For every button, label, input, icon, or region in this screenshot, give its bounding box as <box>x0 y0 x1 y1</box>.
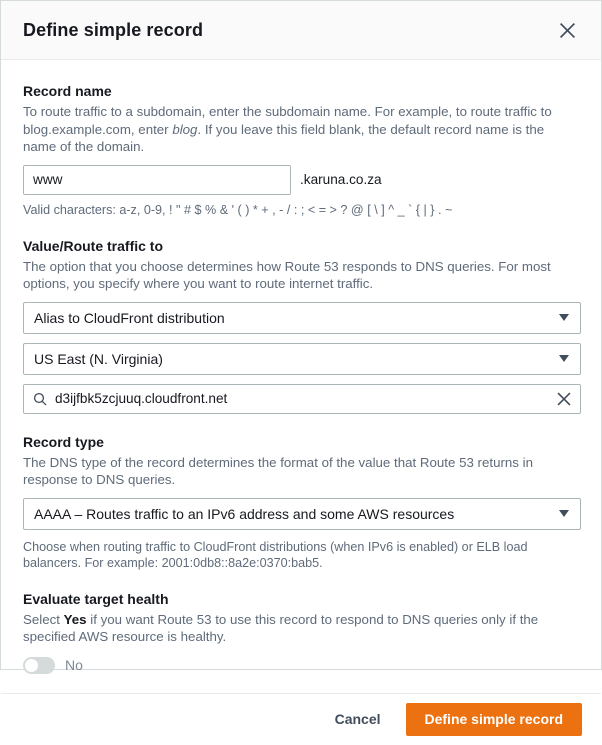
evaluate-target-health-description <box>23 611 579 646</box>
search-icon <box>33 392 47 406</box>
eth-description-lead: Select <box>23 611 64 627</box>
distribution-search-field[interactable] <box>23 384 581 414</box>
evaluate-target-health-toggle[interactable] <box>23 657 55 674</box>
dialog-body <box>1 60 601 693</box>
record-name-input[interactable] <box>23 165 291 195</box>
record-type-description: The DNS type of the record determines the format of the value that Route 53 returns in response to DNS queries. <box>23 454 533 487</box>
chevron-down-icon <box>559 314 569 321</box>
define-simple-record-button[interactable]: Define simple record <box>406 703 583 736</box>
dialog-header <box>1 1 601 60</box>
record-type-value: AAAA – Routes traffic to an IPv6 address and some AWS resources <box>34 505 455 522</box>
distribution-value: d3ijfbk5zcjuuq.cloudfront.net <box>55 391 228 406</box>
value-route-description: The option that you choose determines how Route 53 responds to DNS queries. For most options, you specify where you want to route internet traffic. <box>23 258 551 291</box>
record-name-section <box>23 82 579 218</box>
record-name-label: Record name <box>23 83 112 99</box>
toggle-knob <box>25 659 38 672</box>
record-name-description <box>23 103 579 156</box>
evaluate-target-health-section <box>23 590 579 674</box>
record-type-hint: Choose when routing traffic to CloudFront distributions (when IPv6 is enabled) or ELB load balancers. For example: 2001:0db8::8a2e:0370:bab5. <box>23 539 528 570</box>
record-name-description-example: blog <box>172 121 198 137</box>
clear-icon-glyph <box>557 392 571 406</box>
record-type-section <box>23 433 579 571</box>
dialog-title: Define simple record <box>23 19 204 40</box>
clear-icon[interactable] <box>551 392 571 406</box>
value-route-section <box>23 237 579 414</box>
eth-description-tail: if you want Route 53 to use this record to respond to DNS queries only if the specified AWS resource is healthy. <box>23 611 539 644</box>
close-icon-glyph <box>559 22 576 39</box>
dialog-footer <box>1 693 601 745</box>
chevron-down-icon <box>559 355 569 362</box>
record-name-description-tail: . If you leave this field blank, the default record name is the name of the domain. <box>23 121 545 154</box>
valid-characters-hint: Valid characters: a-z, 0-9, ! " # $ % & ' ( ) * + , - / : ; < = > ? @ [ \ ] ^ _ ` { | } . ~ <box>23 202 453 217</box>
chevron-down-icon <box>559 510 569 517</box>
alias-target-select[interactable] <box>23 302 581 334</box>
record-name-description-lead: To route traffic to a subdomain, enter the subdomain name. For example, to route traffic to blog.example.com, enter <box>23 104 552 137</box>
evaluate-target-health-label: Evaluate target health <box>23 590 169 607</box>
value-route-label: Value/Route traffic to <box>23 237 164 254</box>
alias-target-value: Alias to CloudFront distribution <box>34 309 225 326</box>
record-type-select[interactable] <box>23 498 581 530</box>
record-name-input-row <box>23 165 579 195</box>
domain-suffix-label: .karuna.co.za <box>300 172 382 187</box>
close-icon[interactable] <box>552 15 582 45</box>
region-value: US East (N. Virginia) <box>34 350 163 367</box>
cancel-button[interactable]: Cancel <box>329 705 387 733</box>
region-select[interactable] <box>23 343 581 375</box>
toggle-state-label: No <box>65 657 83 673</box>
evaluate-target-health-toggle-row <box>23 657 579 674</box>
record-type-label: Record type <box>23 433 104 450</box>
search-icon-glyph <box>33 392 47 406</box>
eth-description-bold: Yes <box>63 611 87 627</box>
